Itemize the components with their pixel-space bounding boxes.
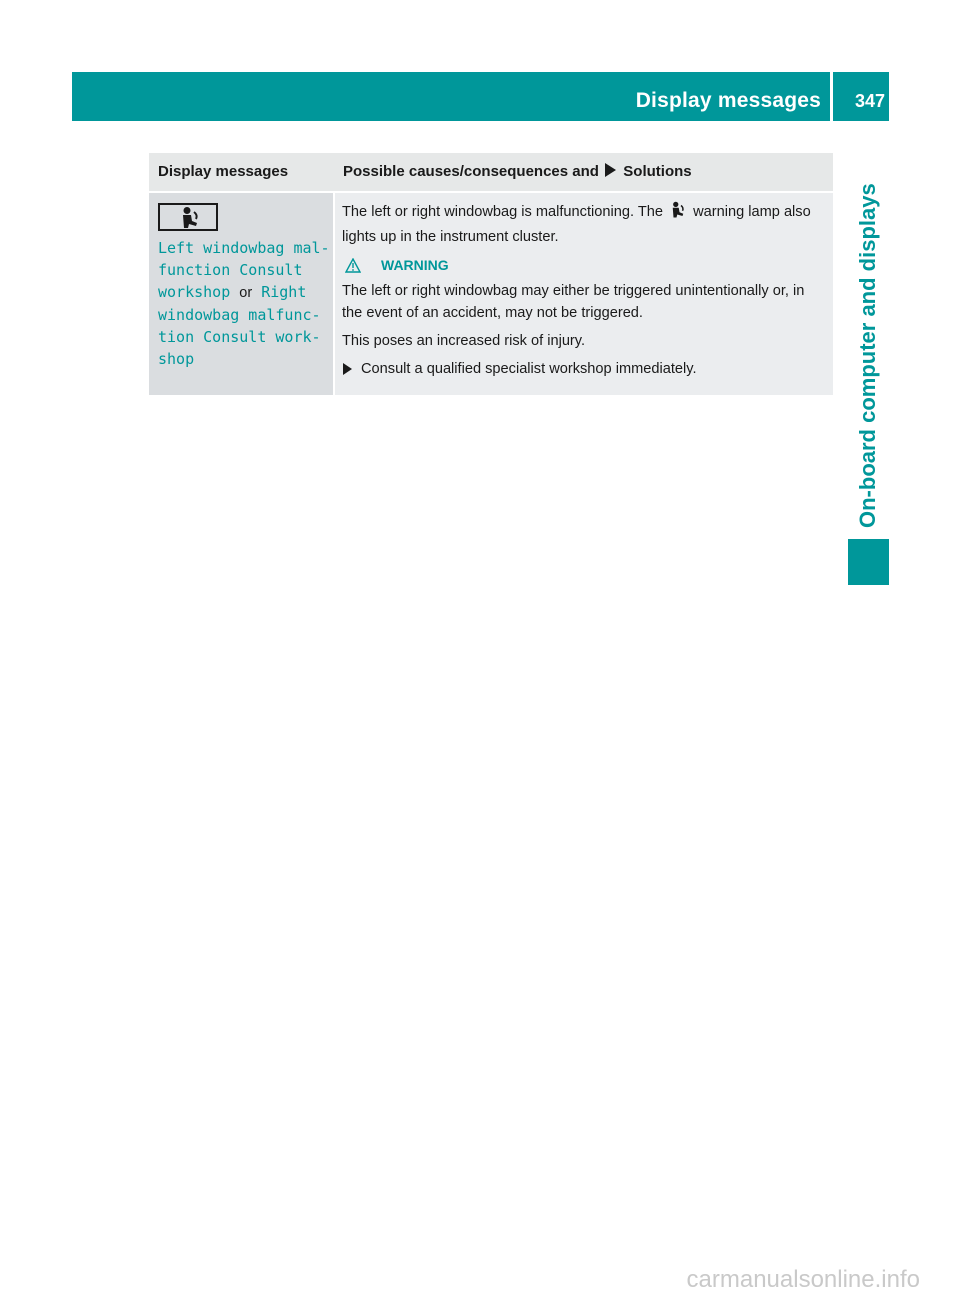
warning-text: The left or right windowbag may either be triggered unintentionally or, in the event of an accident, may not be triggered.: [342, 283, 805, 321]
page-header-bar: [72, 72, 889, 121]
table-header-row: [149, 153, 833, 193]
display-message-cell: [149, 193, 335, 395]
airbag-warning-lamp-icon: [670, 201, 686, 226]
warning-heading: [345, 254, 827, 276]
chapter-side-label: On-board computer and displays: [855, 183, 880, 528]
column-header-solutions: [336, 153, 833, 191]
page-title: Display messages: [635, 89, 821, 112]
risk-text: This poses an increased risk of injury.: [342, 333, 586, 349]
header-divider: [830, 72, 833, 121]
warning-triangle-icon: [345, 258, 361, 273]
cause-text-pre: The left or right windowbag is malfunctioning. The: [342, 204, 663, 220]
header-causes-text: Possible causes/consequences and: [343, 163, 599, 180]
chapter-side-block: [848, 539, 889, 585]
cause-text-post: warning lamp also lights up in the instrument cluster.: [342, 204, 811, 245]
page-number: 347: [854, 91, 885, 111]
header-solutions-text: Solutions: [623, 163, 692, 180]
warning-label: WARNING: [381, 257, 449, 273]
cause-paragraph: [342, 201, 827, 248]
solution-step: [342, 358, 827, 380]
column-header-display-messages: Display messages: [158, 163, 289, 180]
table-row: [149, 193, 833, 395]
message-left-windowbag: Left windowbag mal‐ function Consult workshop: [158, 239, 330, 301]
message-or: or: [239, 285, 253, 301]
arrow-right-icon: [605, 163, 616, 177]
display-message-text: [158, 237, 333, 370]
watermark: carmanualsonline.info: [686, 1266, 920, 1293]
message-right-windowbag: Right windowbag malfunc‐ tion Consult work‐ shop: [158, 283, 321, 368]
causes-solutions-cell: [335, 193, 833, 395]
display-messages-table: [149, 153, 833, 395]
step-arrow-icon: [343, 363, 352, 375]
airbag-warning-icon: [158, 203, 218, 231]
solution-text: Consult a qualified specialist workshop immediately.: [361, 361, 697, 377]
